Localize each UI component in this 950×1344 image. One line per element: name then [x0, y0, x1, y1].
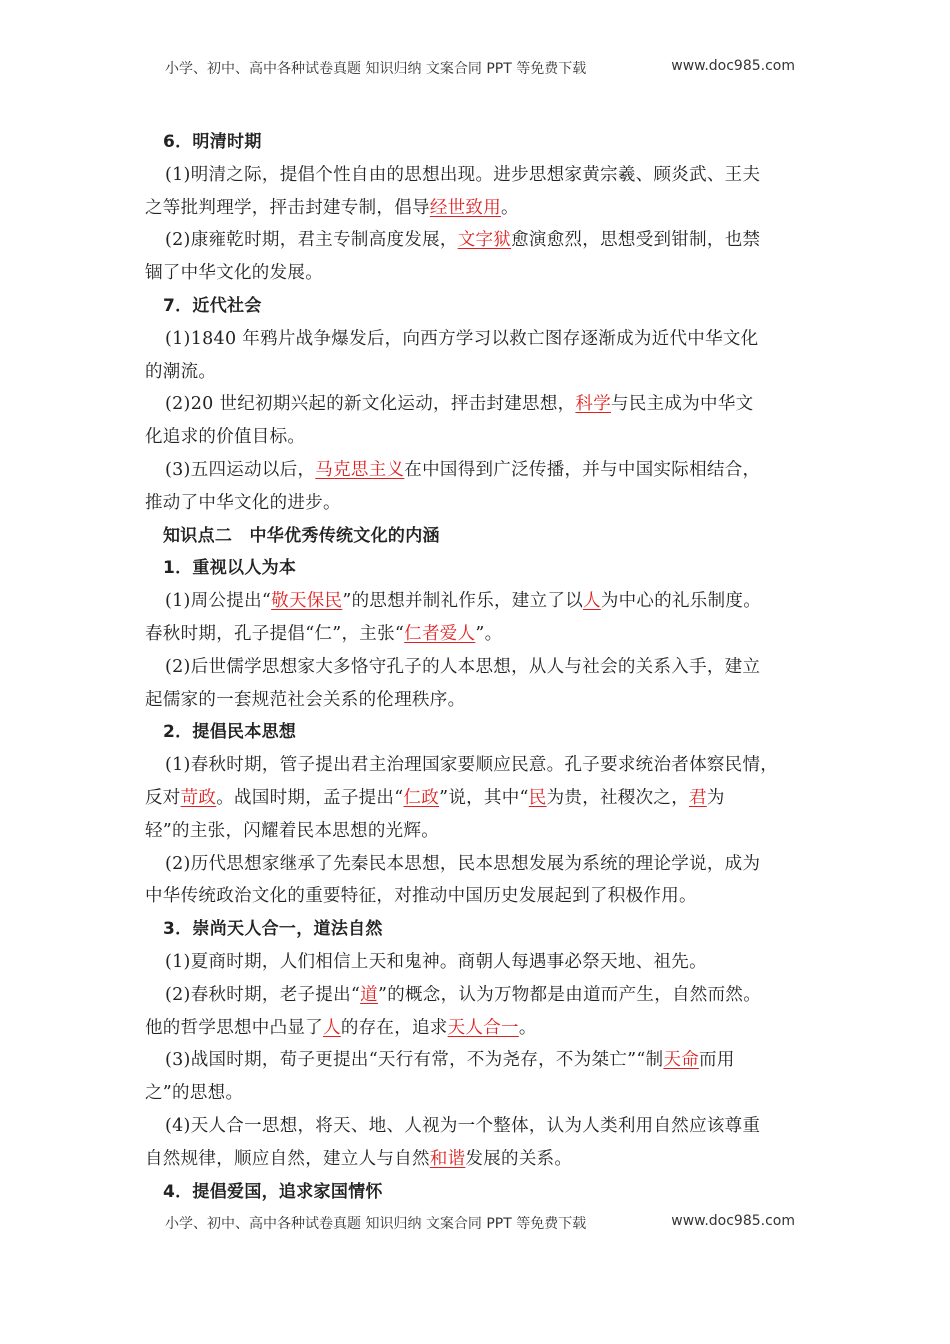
- text-segment: 为贵，社稷次之，: [546, 787, 689, 808]
- text-segment: 1．重视以人为本: [163, 558, 297, 579]
- text-line: [145, 159, 845, 192]
- text-line: [145, 1012, 845, 1045]
- document-body: [145, 126, 845, 1208]
- text-segment: ”的思想并制礼作乐，建立了以: [342, 591, 583, 612]
- text-segment: (3)五四运动以后，: [165, 459, 316, 480]
- highlighted-keyword: 天人合一: [447, 1017, 519, 1038]
- text-segment: (3)战国时期，荀子更提出“天行有常，不为尧存，不为桀亡”“制: [165, 1050, 664, 1071]
- text-line: [145, 946, 845, 979]
- text-segment: 锢了中华文化的发展。: [145, 263, 323, 284]
- text-line: [145, 224, 845, 257]
- text-line: [145, 651, 845, 684]
- section-heading: [145, 520, 845, 553]
- text-segment: 2．提倡民本思想: [163, 722, 297, 743]
- text-segment: 与民主成为中华文: [611, 394, 754, 415]
- text-segment: ”。: [475, 623, 503, 644]
- text-segment: (2)春秋时期，老子提出“: [165, 984, 361, 1005]
- text-line: [145, 454, 845, 487]
- text-segment: 发展的关系。: [465, 1148, 573, 1169]
- text-segment: (2)康雍乾时期，君主专制高度发展，: [165, 230, 458, 251]
- text-segment: 为: [706, 787, 725, 808]
- text-segment: 知识点二 中华优秀传统文化的内涵: [163, 525, 440, 546]
- highlighted-keyword: 苛政: [180, 787, 217, 808]
- text-segment: 化追求的价值目标。: [145, 427, 306, 448]
- text-segment: 之等批判理学，抨击封建专制，倡导: [145, 197, 430, 218]
- footer-slogan: 小学、初中、高中各种试卷真题 知识归纳 文案合同 PPT 等免费下载: [165, 1216, 587, 1232]
- highlighted-keyword: 民: [528, 787, 547, 808]
- highlighted-keyword: 敬天保民: [271, 591, 343, 612]
- text-segment: 中华传统政治文化的重要特征，对推动中国历史发展起到了积极作用。: [145, 886, 697, 907]
- text-segment: ”说，其中“: [439, 787, 529, 808]
- text-line: [145, 782, 845, 815]
- highlighted-keyword: 马克思主义: [315, 459, 405, 480]
- highlighted-keyword: 科学: [575, 394, 612, 415]
- text-line: [145, 257, 845, 290]
- text-segment: 推动了中华文化的进步。: [145, 492, 341, 513]
- text-line: [145, 1044, 845, 1077]
- text-line: [145, 585, 845, 618]
- section-heading: [145, 1176, 845, 1209]
- text-line: [145, 1077, 845, 1110]
- text-line: [145, 421, 845, 454]
- text-segment: 在中国得到广泛传播，并与中国实际相结合，: [404, 459, 761, 480]
- text-segment: 自然规律，顺应自然，建立人与自然: [145, 1148, 430, 1169]
- highlighted-keyword: 仁政: [403, 787, 440, 808]
- text-segment: 愈演愈烈，思想受到钳制，也禁: [511, 230, 761, 251]
- text-line: [145, 880, 845, 913]
- text-segment: (2)历代思想家继承了先秦民本思想，民本思想发展为系统的理论学说，成为: [165, 853, 761, 874]
- text-segment: 4．提倡爱国，追求家国情怀: [163, 1181, 383, 1202]
- section-heading: [145, 716, 845, 749]
- footer-url: www.doc985.com: [671, 1213, 795, 1229]
- text-line: [145, 1143, 845, 1176]
- text-line: [145, 815, 845, 848]
- section-heading: [145, 913, 845, 946]
- text-segment: (4)天人合一思想，将天、地、人视为一个整体，认为人类利用自然应该尊重: [165, 1115, 761, 1136]
- text-segment: 7．近代社会: [163, 295, 262, 316]
- highlighted-keyword: 和谐: [429, 1148, 466, 1169]
- text-segment: 的存在，追求: [340, 1017, 448, 1038]
- text-segment: (2)后世儒学思想家大多恪守孔子的人本思想，从人与社会的关系入手，建立: [165, 656, 761, 677]
- text-segment: ”的概念，认为万物都是由道而产生，自然而然。: [377, 984, 761, 1005]
- text-segment: 。战国时期，孟子提出“: [216, 787, 404, 808]
- text-line: [145, 323, 845, 356]
- text-segment: 6．明清时期: [163, 132, 262, 152]
- highlighted-keyword: 天命: [663, 1050, 700, 1071]
- text-line: [145, 487, 845, 520]
- text-segment: (2)20 世纪初期兴起的新文化运动，抨击封建思想，: [165, 394, 576, 415]
- text-segment: (1)明清之际，提倡个性自由的思想出现。进步思想家黄宗羲、顾炎武、王夫: [165, 164, 761, 185]
- text-segment: 而用: [699, 1050, 735, 1071]
- highlighted-keyword: 人: [323, 1017, 341, 1038]
- text-segment: 他的哲学思想中凸显了: [145, 1017, 323, 1038]
- header-url: www.doc985.com: [671, 58, 795, 74]
- text-line: [145, 388, 845, 421]
- page-footer: [165, 1213, 795, 1233]
- text-segment: 春秋时期，孔子提倡“仁”，主张“: [145, 623, 405, 644]
- text-segment: 的潮流。: [145, 361, 217, 382]
- highlighted-keyword: 道: [360, 984, 378, 1005]
- text-segment: 为中心的礼乐制度。: [600, 591, 762, 612]
- text-line: [145, 749, 845, 782]
- text-line: [145, 1110, 845, 1143]
- text-segment: (1)春秋时期，管子提出君主治理国家要顺应民意。孔子要求统治者体察民情，: [165, 755, 779, 776]
- header-slogan: 小学、初中、高中各种试卷真题 知识归纳 文案合同 PPT 等免费下载: [165, 61, 587, 77]
- text-segment: (1)夏商时期，人们相信上天和鬼神。商朝人每遇事必祭天地、祖先。: [165, 951, 707, 972]
- highlighted-keyword: 经世致用: [429, 197, 502, 218]
- text-line: [145, 192, 845, 225]
- highlighted-keyword: 仁者爱人: [404, 623, 476, 644]
- text-line: [145, 848, 845, 881]
- section-heading: [145, 552, 845, 585]
- text-segment: 轻”的主张，闪耀着民本思想的光辉。: [145, 820, 440, 841]
- section-heading: [145, 126, 845, 159]
- highlighted-keyword: 文字狱: [457, 230, 512, 251]
- page-header: [165, 58, 795, 78]
- text-segment: (1)周公提出“: [165, 591, 272, 612]
- highlighted-keyword: 人: [583, 591, 601, 612]
- text-line: [145, 618, 845, 651]
- text-line: [145, 356, 845, 389]
- text-segment: 起儒家的一套规范社会关系的伦理秩序。: [145, 689, 466, 710]
- text-segment: 反对: [145, 787, 181, 808]
- section-heading: [145, 290, 845, 323]
- text-segment: (1)1840 年鸦片战争爆发后，向西方学习以救亡图存逐渐成为近代中华文化: [165, 328, 759, 349]
- text-segment: 。: [501, 197, 519, 218]
- highlighted-keyword: 君: [689, 787, 707, 808]
- text-segment: 之”的思想。: [145, 1083, 244, 1104]
- text-line: [145, 979, 845, 1012]
- text-segment: 3．崇尚天人合一，道法自然: [163, 919, 383, 940]
- text-line: [145, 684, 845, 717]
- text-segment: 。: [518, 1017, 537, 1038]
